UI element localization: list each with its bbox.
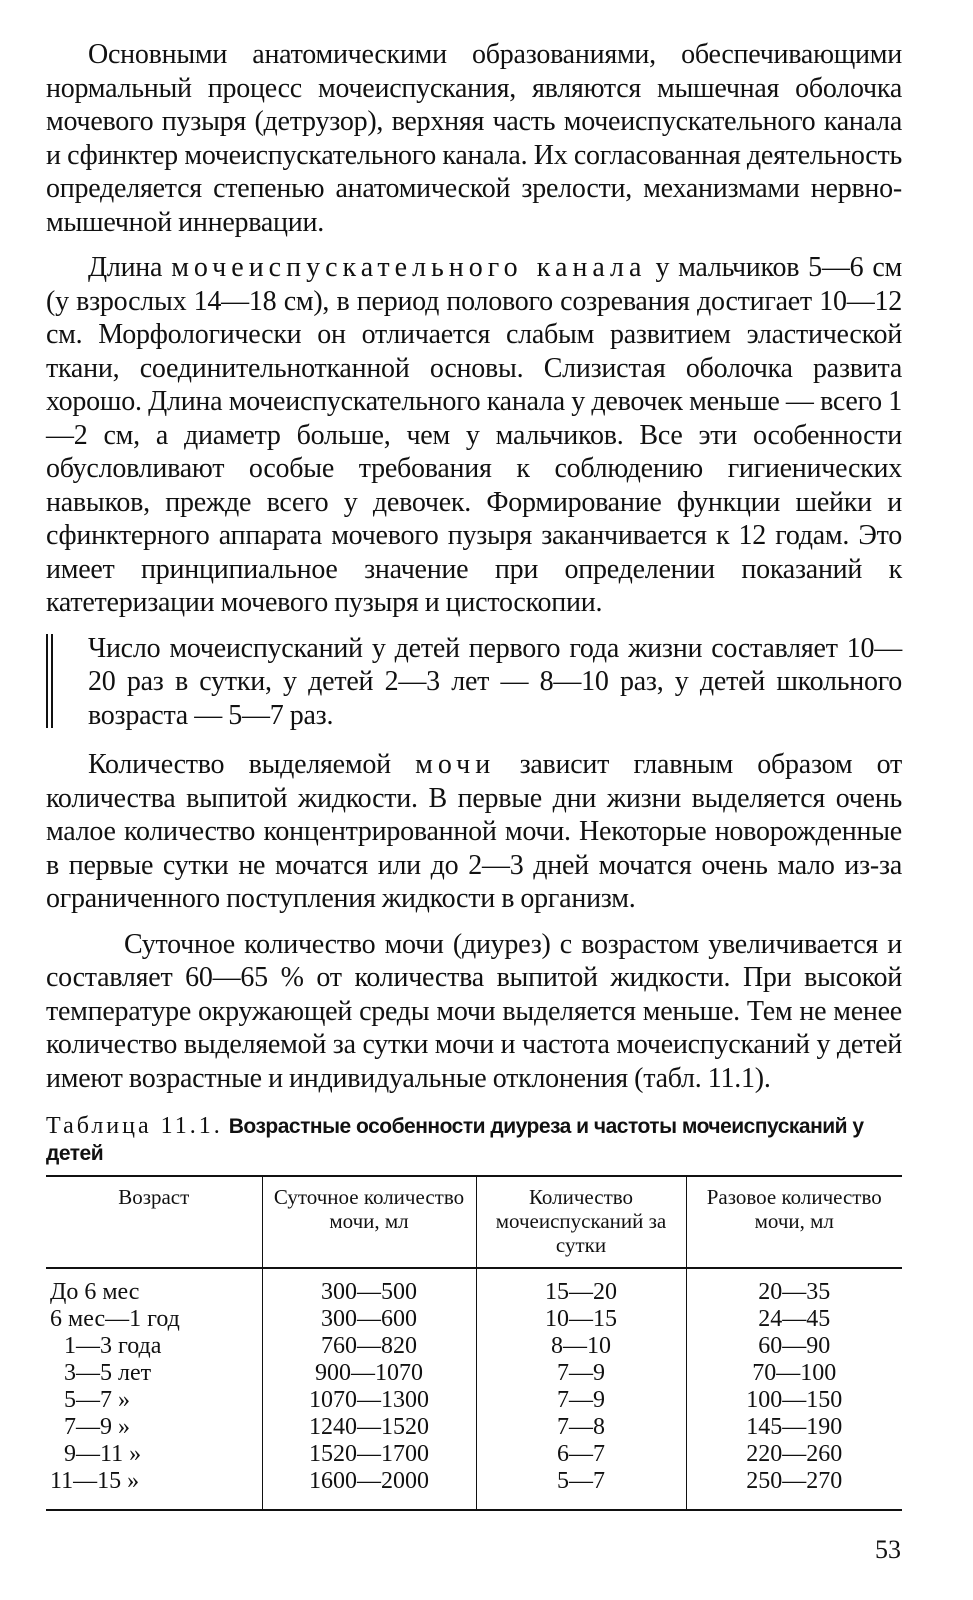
diuresis-table bbox=[46, 1175, 902, 1511]
cell-daily-volume: 1240—1520 bbox=[262, 1414, 476, 1441]
cell-single-volume: 60—90 bbox=[686, 1333, 902, 1360]
cell-single-volume: 145—190 bbox=[686, 1414, 902, 1441]
cell-count: 7—9 bbox=[476, 1360, 686, 1387]
note-margin-bar bbox=[46, 634, 48, 729]
cell-age: 6 мес—1 год bbox=[50, 1306, 180, 1332]
spaced-term-urine: мочи bbox=[415, 749, 496, 780]
cell-count: 5—7 bbox=[476, 1468, 686, 1510]
spaced-term-urethra: мочеиспускательного канала bbox=[171, 252, 647, 283]
table-caption-title: Возрастные особенности диуреза и частоты мочеиспусканий у детей bbox=[46, 1115, 864, 1165]
paragraph-body-text: у мальчиков 5—6 см (у взрослых 14—18 см), в период полового созревания достигает 10—12 см. Морфологически он отличается слабым развитием эластической ткани, соединительнотканной основы. Слизистая оболочка развита хорошо. Длина мочеиспускательного канала у девочек меньше — всего 1—2 см, а диаметр больше, чем у мальчиков. Все эти особенности обусловливают особые требования к соблюдению гигиенических навыков, прежде всего у девочек. Формирование функции шейки и сфинктерного аппарата мочевого пузыря заканчивается к 12 годам. Это имеет принципиальное значение при определении показаний к катетеризации мочевого пузыря и цистоскопии. bbox=[46, 252, 903, 618]
cell-age: 7—9 » bbox=[64, 1414, 130, 1440]
cell-age: До 6 мес bbox=[50, 1279, 140, 1305]
cell-count: 15—20 bbox=[476, 1268, 686, 1306]
cell-count: 7—9 bbox=[476, 1387, 686, 1414]
table-caption bbox=[46, 1113, 902, 1167]
cell-age: 5—7 » bbox=[64, 1387, 130, 1413]
table-row bbox=[46, 1387, 902, 1414]
header-daily-volume: Суточное количество мочи, мл bbox=[262, 1176, 476, 1268]
cell-single-volume: 70—100 bbox=[686, 1360, 902, 1387]
document-page bbox=[46, 38, 902, 1511]
highlight-note bbox=[46, 632, 902, 733]
cell-count: 7—8 bbox=[476, 1414, 686, 1441]
paragraph-lead-text: Длина bbox=[88, 252, 163, 283]
cell-daily-volume: 760—820 bbox=[262, 1333, 476, 1360]
table-header-row bbox=[46, 1176, 902, 1268]
cell-age: 9—11 » bbox=[64, 1441, 142, 1467]
paragraph-diuresis: Суточное количество мочи (диурез) с возрастом увеличивается и составляет 60—65 % от количества выпитой жидкости. При высокой температуре окружающей среды мочи выделяется меньше. Тем не менее количество выделяемой за сутки мочи и частота мочеиспусканий у детей имеют возрастные и индивидуальные отклонения (табл. 11.1). bbox=[46, 928, 902, 1094]
paragraph-urethra-length bbox=[46, 251, 902, 620]
cell-daily-volume: 900—1070 bbox=[262, 1360, 476, 1387]
cell-single-volume: 220—260 bbox=[686, 1441, 902, 1468]
cell-single-volume: 100—150 bbox=[686, 1387, 902, 1414]
page-number: 53 bbox=[875, 1535, 901, 1564]
table-caption-lead: Таблица 11.1. bbox=[46, 1113, 223, 1139]
cell-age: 1—3 года bbox=[64, 1333, 162, 1359]
table-row bbox=[46, 1268, 902, 1306]
table-row bbox=[46, 1414, 902, 1441]
cell-single-volume: 250—270 bbox=[686, 1468, 902, 1510]
header-single-volume: Разовое количество мочи, мл bbox=[686, 1176, 902, 1268]
cell-daily-volume: 1520—1700 bbox=[262, 1441, 476, 1468]
cell-daily-volume: 300—600 bbox=[262, 1306, 476, 1333]
cell-single-volume: 20—35 bbox=[686, 1268, 902, 1306]
cell-count: 6—7 bbox=[476, 1441, 686, 1468]
table-row bbox=[46, 1333, 902, 1360]
table-row bbox=[46, 1360, 902, 1387]
header-age: Возраст bbox=[46, 1176, 262, 1268]
paragraph-urine-amount bbox=[46, 748, 902, 916]
table-row bbox=[46, 1441, 902, 1468]
cell-age: 3—5 лет bbox=[64, 1360, 152, 1386]
cell-daily-volume: 300—500 bbox=[262, 1268, 476, 1306]
note-margin-bar-inner bbox=[51, 634, 53, 729]
paragraph-anatomy: Основными анатомическими образованиями, обеспечивающими нормальный процесс мочеиспускания, являются мышечная оболочка мочевого пузыря (детрузор), верхняя часть мочеиспускательного канала и сфинктер мочеиспускательного канала. Их согласованная деятельность определяется степенью анатомической зрелости, механизмами нервно-мышечной иннервации. bbox=[46, 39, 902, 238]
table-row bbox=[46, 1306, 902, 1333]
paragraph-body-text: зависит главным образом от количества выпитой жидкости. В первые дни жизни выделяется очень малое количество концентрированной мочи. Некоторые новорожденные в первые сутки не мочатся или до 2—3 дней мочатся очень мало из-за ограниченного поступления жидкости в организм. bbox=[46, 749, 902, 914]
note-text: Число мочеиспусканий у детей первого года жизни составляет 10—20 раз в сутки, у детей 2—3 лет — 8—10 раз, у детей школьного возраста — 5—7 раз. bbox=[88, 632, 902, 731]
cell-daily-volume: 1600—2000 bbox=[262, 1468, 476, 1510]
cell-daily-volume: 1070—1300 bbox=[262, 1387, 476, 1414]
cell-count: 10—15 bbox=[476, 1306, 686, 1333]
paragraph-lead-text: Количество выделяемой bbox=[88, 749, 391, 780]
table-row bbox=[46, 1468, 902, 1510]
header-count-per-day: Количество мочеиспусканий за сутки bbox=[476, 1176, 686, 1268]
cell-age: 11—15 » bbox=[46, 1468, 262, 1510]
cell-count: 8—10 bbox=[476, 1333, 686, 1360]
cell-single-volume: 24—45 bbox=[686, 1306, 902, 1333]
